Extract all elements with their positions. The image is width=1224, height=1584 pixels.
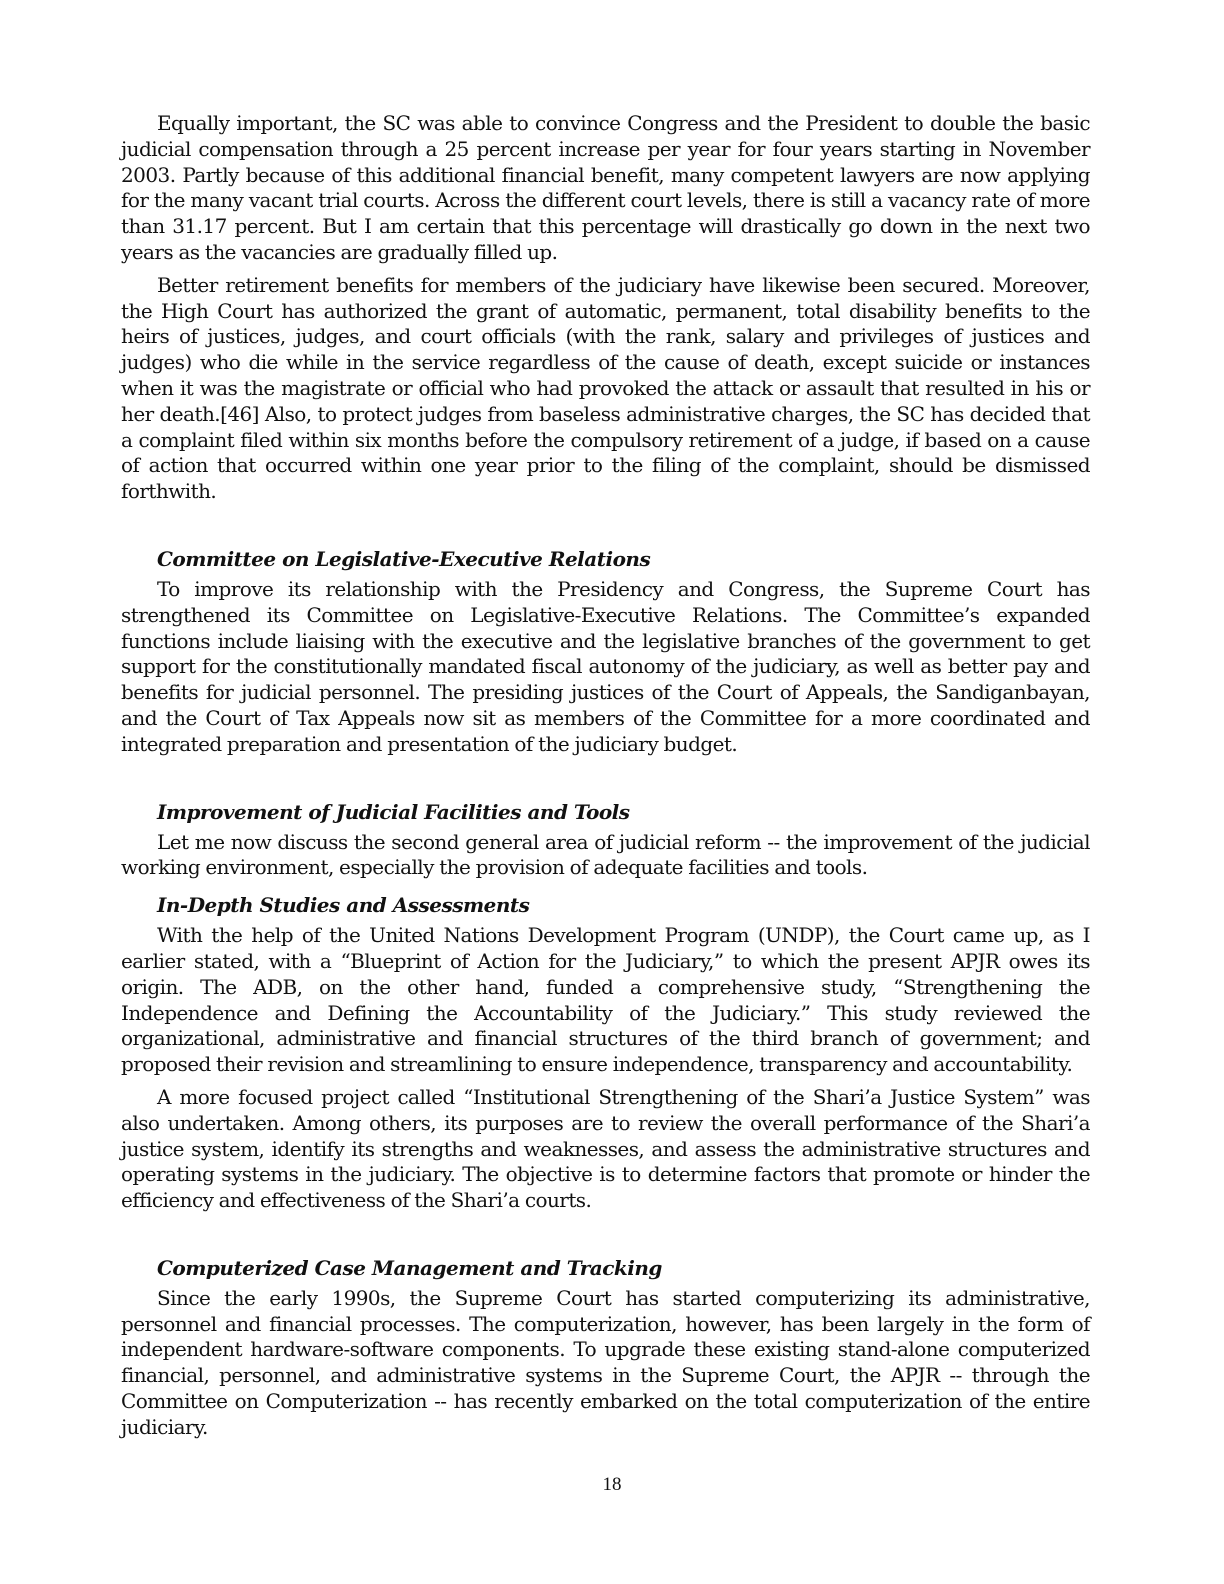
paragraph-retirement-benefits: Better retirement benefits for members of the judiciary have likewise been secured. Moreover, the High Court has authorized the grant of automatic, permanent, total disability benefits to the heirs of justices, judges, and court officials (with the rank, salary and privileges of justices and judges) who die while in the service regardless of the cause of death, except suicide or instances when it was the magistrate or official who had provoked the attack or assault that resulted in his or her death.[46] Also, to protect judges from baseless administrative charges, the SC has decided that a complaint filed within six months before the compulsory retirement of a judge, if based on a cause of action that occurred within one year prior to the filing of the complaint, should be dismissed forthwith. (121, 272, 1090, 504)
paragraph-computerization: Since the early 1990s, the Supreme Court has started computerizing its administrative, personnel and financial processes. The computerization, however, has been largely in the form of independent hardware-software components. To upgrade these existing stand-alone computerized financial, personnel, and administrative systems in the Supreme Court, the APJR -- through the Committee on Computerization -- has recently embarked on the total computerization of the entire judiciary. (121, 1285, 1090, 1439)
paragraph-judicial-compensation: Equally important, the SC was able to convince Congress and the President to double the basic judicial compensation through a 25 percent increase per year for four years starting in November 2003. Partly because of this additional financial benefit, many competent lawyers are now applying for the many vacant trial courts. Across the different court levels, there is still a vacancy rate of more than 31.17 percent. But I am certain that this percentage will drastically go down in the next two years as the vacancies are gradually filled up. (121, 111, 1090, 264)
paragraph-sharia-project: A more focused project called “Institutional Strengthening of the Shari’a Justice System” was also undertaken. Among others, its purposes are to review the overall performance of the Shari’a justice system, identify its strengths and weaknesses, and assess the administrative structures and operating systems in the judiciary. The objective is to determine factors that promote or hinder the efficiency and effectiveness of the Shari’a courts. (121, 1084, 1090, 1213)
heading-in-depth-studies: In-Depth Studies and Assessments (157, 893, 530, 918)
heading-computerized-case-management: Computerized Case Management and Tracking (157, 1255, 662, 1280)
paragraph-facilities-intro: Let me now discuss the second general area of judicial reform -- the improvement of the judicial working environment, especially the provision of adequate facilities and tools. (121, 829, 1090, 880)
heading-legislative-executive-relations: Committee on Legislative-Executive Relations (157, 546, 651, 571)
paragraph-committee-relations: To improve its relationship with the Presidency and Congress, the Supreme Court has strengthened its Committee on Legislative-Executive Relations. The Committee’s expanded functions include liaising with the executive and the legislative branches of the government to get support for the constitutionally mandated fiscal autonomy of the judiciary, as well as better pay and benefits for judicial personnel. The presiding justices of the Court of Appeals, the Sandiganbayan, and the Court of Tax Appeals now sit as members of the Committee for a more coordinated and integrated preparation and presentation of the judiciary budget. (121, 576, 1090, 756)
document-page (121, 111, 1090, 1441)
paragraph-undp-study: With the help of the United Nations Development Program (UNDP), the Court came up, as I earlier stated, with a “Blueprint of Action for the Judiciary,” to which the present APJR owes its origin. The ADB, on the other hand, funded a comprehensive study, “Strengthening the Independence and Defining the Accountability of the Judiciary.” This study reviewed the organizational, administrative and financial structures of the third branch of government; and proposed their revision and streamlining to ensure independence, transparency and accountability. (121, 923, 1090, 1077)
page-number: 18 (602, 1474, 622, 1495)
heading-judicial-facilities: Improvement of Judicial Facilities and Tools (157, 799, 630, 824)
